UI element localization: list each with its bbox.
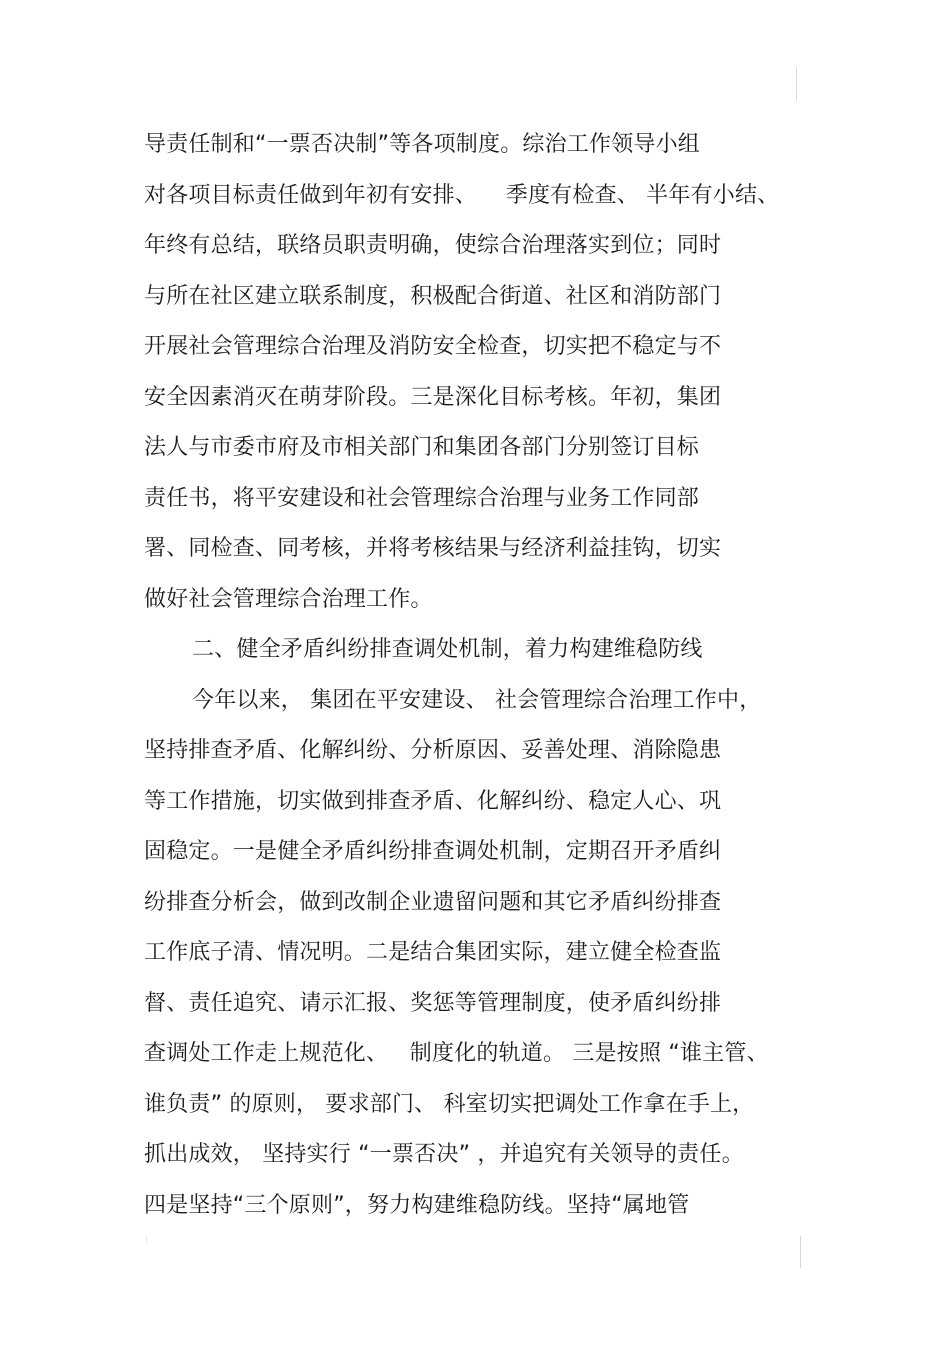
paragraph-start: 今年以来， 集团在平安建设、 社会管理综合治理工作中， — [192, 687, 762, 713]
text-line: 年终有总结，联络员职责明确，使综合治理落实到位；同时 — [144, 233, 722, 258]
text-line: 工作底子清、情况明。二是结合集团实际，建立健全检查监 — [144, 940, 722, 965]
text-line: 四是坚持“三个原则”，努力构建维稳防线。坚持“属地管 — [144, 1192, 690, 1218]
text-line: 纷排查分析会，做到改制企业遗留问题和其它矛盾纠纷排查 — [144, 889, 722, 915]
text-line: 安全因素消灭在萌芽阶段。三是深化目标考核。年初，集团 — [144, 384, 722, 410]
text-line: 开展社会管理综合治理及消防安全检查，切实把不稳定与不 — [144, 334, 722, 359]
text-line: 法人与市委市府及市相关部门和集团各部门分别签订目标 — [144, 435, 700, 460]
text-line: 固稳定。一是健全矛盾纠纷排查调处机制，定期召开矛盾纠 — [144, 839, 722, 864]
text-line: 做好社会管理综合治理工作。 — [144, 586, 433, 612]
text-line: 等工作措施，切实做到排查矛盾、化解纠纷、稳定人心、巩 — [144, 788, 722, 814]
text-line: 坚持排查矛盾、化解纠纷、分析原因、妥善处理、消除隐患 — [144, 738, 722, 763]
crop-mark-top-right — [796, 68, 797, 100]
crop-mark-bottom-left — [146, 1236, 147, 1242]
body-text — [144, 120, 804, 1231]
text-line: 导责任制和“一票否决制”等各项制度。综治工作领导小组 — [144, 132, 700, 157]
text-line: 抓出成效， 坚持实行 “一票否决” ，并追究有关领导的责任。 — [144, 1142, 744, 1167]
text-line: 谁负责” 的原则， 要求部门、 科室切实把调处工作拿在手上， — [144, 1091, 755, 1117]
text-line: 对各项目标责任做到年初有安排、 季度有检查、 半年有小结、 — [144, 182, 780, 208]
section-heading: 二、健全矛盾纠纷排查调处机制，着力构建维稳防线 — [192, 637, 703, 662]
crop-mark-bottom-right — [800, 1236, 801, 1268]
text-line: 责任书，将平安建设和社会管理综合治理与业务工作同部 — [144, 485, 700, 511]
text-line: 与所在社区建立联系制度，积极配合街道、社区和消防部门 — [144, 283, 722, 309]
text-line: 查调处工作走上规范化、 制度化的轨道。 三是按照 “谁主管、 — [144, 1041, 769, 1066]
text-line: 督、责任追究、请示汇报、奖惩等管理制度，使矛盾纠纷排 — [144, 990, 722, 1016]
text-line: 署、同检查、同考核，并将考核结果与经济利益挂钩，切实 — [144, 536, 722, 561]
